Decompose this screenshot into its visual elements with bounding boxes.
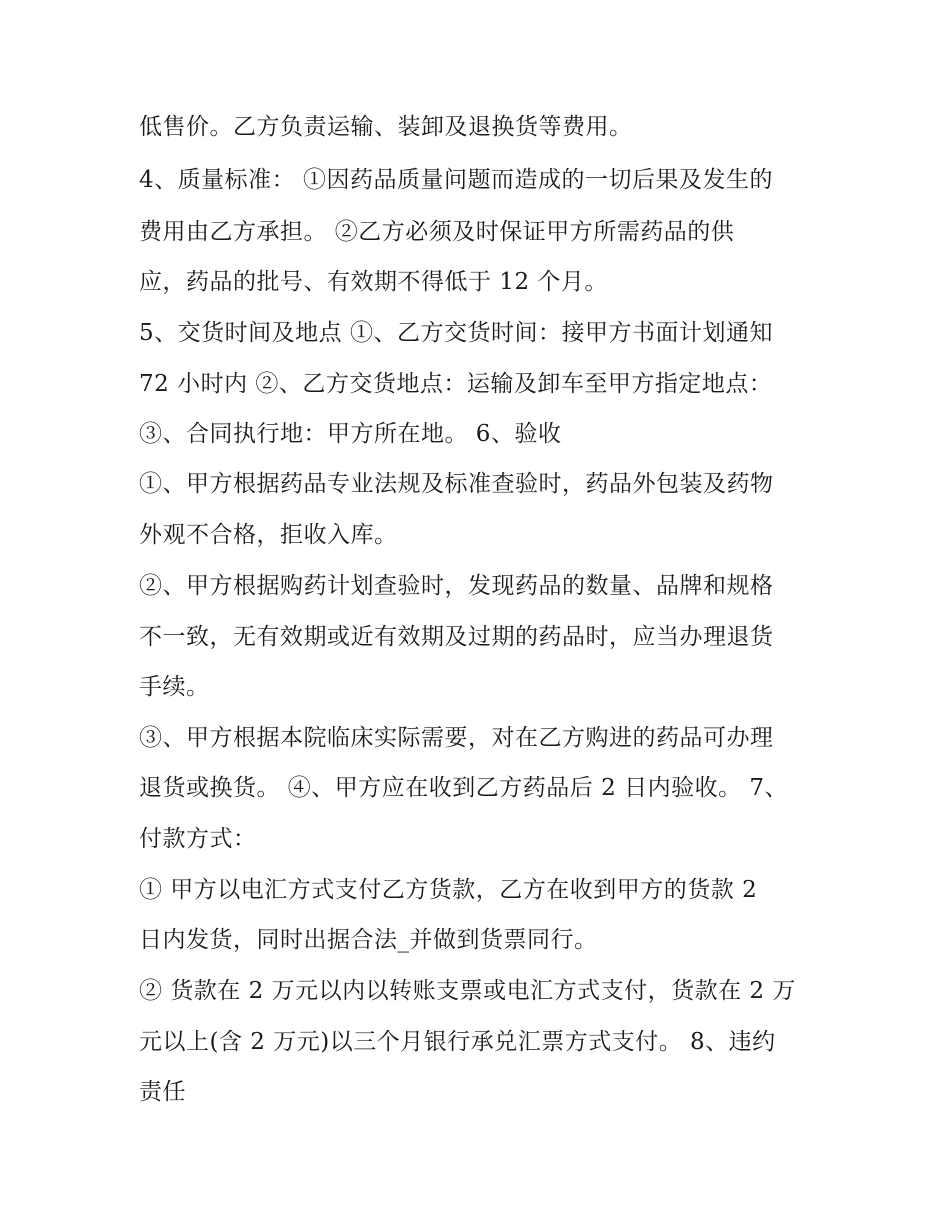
text-line: 低售价。乙方负责运输、装卸及退换货等费用。: [139, 114, 633, 140]
text-line: 元以上(含 2 万元)以三个月银行承兑汇票方式支付。 8、违约: [139, 1029, 776, 1055]
text-line: 付款方式：: [139, 826, 257, 852]
text-line: 应，药品的批号、有效期不得低于 12 个月。: [139, 269, 608, 295]
text-line: 责任: [139, 1079, 186, 1105]
text-line: ① 甲方以电汇方式支付乙方货款，乙方在收到甲方的货款 2: [139, 877, 758, 903]
text-line: 不一致，无有效期或近有效期及过期的药品时，应当办理退货: [139, 624, 774, 650]
text-line: ③、合同执行地：甲方所在地。 6、验收: [139, 421, 562, 447]
text-line: 退货或换货。 ④、甲方应在收到乙方药品后 2 日内验收。 7、: [139, 775, 789, 801]
text-line: 日内发货，同时出据合法_并做到货票同行。: [139, 927, 598, 953]
text-line: 4、质量标准： ①因药品质量问题而造成的一切后果及发生的: [139, 167, 773, 193]
text-line: 72 小时内 ②、乙方交货地点：运输及卸车至甲方指定地点：: [139, 371, 773, 397]
text-line: ②、甲方根据购药计划查验时，发现药品的数量、品牌和规格: [139, 573, 774, 599]
text-line: 费用由乙方承担。 ②乙方必须及时保证甲方所需药品的供: [139, 219, 735, 245]
text-line: 外观不合格，拒收入库。: [139, 522, 398, 548]
text-line: 手续。: [139, 674, 210, 700]
text-line: 5、交货时间及地点 ①、乙方交货时间：接甲方书面计划通知: [139, 320, 773, 346]
text-line: ①、甲方根据药品专业法规及标准查验时，药品外包装及药物: [139, 471, 774, 497]
text-line: ③、甲方根据本院临床实际需要，对在乙方购进的药品可办理: [139, 725, 774, 751]
text-line: ② 货款在 2 万元以内以转账支票或电汇方式支付，货款在 2 万: [139, 978, 796, 1004]
